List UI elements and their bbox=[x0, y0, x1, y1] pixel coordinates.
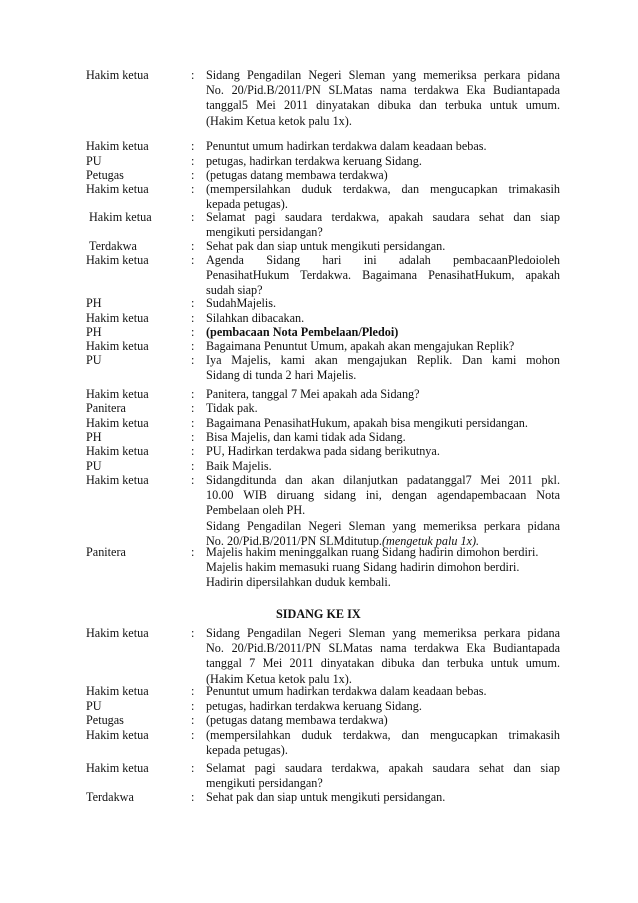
separator-colon: : bbox=[191, 68, 195, 82]
separator-colon: : bbox=[191, 401, 195, 415]
dialogue-text bbox=[206, 154, 560, 169]
dialogue-text bbox=[206, 699, 560, 714]
text-line: (Hakim Ketua ketok palu 1x). bbox=[206, 113, 352, 128]
text-line: Sidang Pengadilan Negeri Sleman yang memeriksa perkara pidana bbox=[206, 518, 560, 533]
separator-colon: : bbox=[191, 182, 195, 196]
text-line: kepada petugas). bbox=[206, 197, 288, 212]
separator-colon: : bbox=[191, 684, 195, 698]
text-line: Penuntut umum hadirkan terdakwa dalam keadaan bebas. bbox=[206, 684, 487, 698]
text-line: (petugas datang membawa terdakwa) bbox=[206, 168, 388, 182]
speaker-label: PU bbox=[86, 699, 102, 713]
speaker-label: Hakim ketua bbox=[86, 139, 149, 153]
speaker-label: PH bbox=[86, 430, 102, 444]
italic-note: (mengetuk palu 1x). bbox=[381, 533, 480, 548]
text-line: (mempersilahkan duduk terdakwa, dan mengucapkan trimakasih bbox=[206, 182, 560, 196]
text-line: Sidangditunda dan akan dilanjutkan padatanggal7 Mei 2011 pkl. bbox=[206, 473, 560, 487]
text-line: Selamat pagi saudara terdakwa, apakah saudara sehat dan siap bbox=[206, 210, 560, 224]
section-title: SIDANG KE IX bbox=[276, 607, 361, 621]
dialogue-text bbox=[206, 296, 560, 311]
separator-colon: : bbox=[191, 339, 195, 353]
dialogue-text bbox=[206, 68, 560, 129]
separator-colon: : bbox=[191, 473, 195, 487]
dialogue-text bbox=[206, 353, 560, 383]
speaker-label: Hakim ketua bbox=[86, 387, 149, 401]
dialogue-text bbox=[206, 761, 560, 791]
dialogue-text bbox=[206, 728, 560, 758]
text-line: Penuntut umum hadirkan terdakwa dalam keadaan bebas. bbox=[206, 139, 487, 153]
speaker-label: Hakim ketua bbox=[86, 444, 149, 458]
text-line: Bagaimana Penuntut Umum, apakah akan mengajukan Replik? bbox=[206, 339, 515, 353]
text-line: Bagaimana PenasihatHukum, apakah bisa mengikuti persidangan. bbox=[206, 416, 528, 430]
text-line: (mempersilahkan duduk terdakwa, dan mengucapkan trimakasih bbox=[206, 728, 560, 742]
text-line: (petugas datang membawa terdakwa) bbox=[206, 713, 388, 727]
separator-colon: : bbox=[191, 168, 195, 182]
dialogue-text bbox=[206, 168, 560, 183]
text-fragment: No. 20/Pid.B/2011/PN SLMditutup. bbox=[206, 533, 382, 548]
dialogue-text bbox=[206, 626, 560, 687]
separator-colon: : bbox=[191, 545, 195, 559]
dialogue-text bbox=[206, 473, 560, 549]
text-line: petugas, hadirkan terdakwa keruang Sidang. bbox=[206, 154, 422, 168]
separator-colon: : bbox=[191, 761, 195, 775]
speaker-label: Hakim ketua bbox=[89, 210, 152, 224]
text-line: mengikuti persidangan? bbox=[206, 225, 323, 240]
speaker-label: Hakim ketua bbox=[86, 684, 149, 698]
separator-colon: : bbox=[191, 699, 195, 713]
separator-colon: : bbox=[191, 713, 195, 727]
separator-colon: : bbox=[191, 311, 195, 325]
text-line: Bisa Majelis, dan kami tidak ada Sidang. bbox=[206, 430, 406, 444]
text-line: Majelis hakim meninggalkan ruang Sidang hadirin dimohon berdiri. bbox=[206, 545, 539, 559]
text-line: Majelis hakim memasuki ruang Sidang hadirin dimohon berdiri. bbox=[206, 560, 520, 575]
speaker-label: Hakim ketua bbox=[86, 728, 149, 742]
separator-colon: : bbox=[191, 459, 195, 473]
speaker-label: Terdakwa bbox=[86, 790, 134, 804]
speaker-label: Hakim ketua bbox=[86, 473, 149, 487]
text-line: Tidak pak. bbox=[206, 401, 258, 415]
dialogue-text bbox=[206, 684, 560, 699]
speaker-label: Hakim ketua bbox=[86, 182, 149, 196]
dialogue-text bbox=[206, 311, 560, 326]
speaker-label: Terdakwa bbox=[89, 239, 137, 253]
text-line: (pembacaan Nota Pembelaan/Pledoi) bbox=[206, 325, 399, 339]
text-line: petugas, hadirkan terdakwa keruang Sidang. bbox=[206, 699, 422, 713]
speaker-label: Hakim ketua bbox=[86, 311, 149, 325]
text-line: Sehat pak dan siap untuk mengikuti persidangan. bbox=[206, 790, 446, 804]
dialogue-text bbox=[206, 713, 560, 728]
text-line: 10.00 WIB diruang sidang ini, dengan agendapembacaan Nota bbox=[206, 488, 560, 503]
separator-colon: : bbox=[191, 239, 195, 253]
dialogue-text bbox=[206, 139, 560, 154]
speaker-label: PH bbox=[86, 296, 102, 310]
dialogue-text bbox=[206, 790, 560, 805]
text-line: sudah siap? bbox=[206, 283, 263, 298]
dialogue-text bbox=[206, 459, 560, 474]
text-line: (Hakim Ketua ketok palu 1x). bbox=[206, 671, 352, 686]
separator-colon: : bbox=[191, 626, 195, 640]
separator-colon: : bbox=[191, 444, 195, 458]
text-line: Sehat pak dan siap untuk mengikuti persidangan. bbox=[206, 239, 446, 253]
text-line: Silahkan dibacakan. bbox=[206, 311, 305, 325]
text-line: Pembelaan oleh PH. bbox=[206, 503, 306, 518]
speaker-label: PU bbox=[86, 459, 102, 473]
text-line: PenasihatHukum Terdakwa. Bagaimana PenasihatHukum, apakah bbox=[206, 268, 560, 283]
speaker-label: Hakim ketua bbox=[86, 761, 149, 775]
separator-colon: : bbox=[191, 728, 195, 742]
speaker-label: Hakim ketua bbox=[86, 68, 149, 82]
speaker-label: Hakim ketua bbox=[86, 416, 149, 430]
text-line: Hadirin dipersilahkan duduk kembali. bbox=[206, 575, 391, 590]
text-line: No. 20/Pid.B/2011/PN SLMatas nama terdakwa Eka Budiantapada bbox=[206, 641, 560, 656]
text-line: kepada petugas). bbox=[206, 743, 288, 758]
text-line: Baik Majelis. bbox=[206, 459, 272, 473]
speaker-label: PH bbox=[86, 325, 102, 339]
text-line: SudahMajelis. bbox=[206, 296, 277, 310]
dialogue-text bbox=[206, 416, 560, 431]
speaker-label: Hakim ketua bbox=[86, 626, 149, 640]
text-line: Agenda Sidang hari ini adalah pembacaanPledoioleh bbox=[206, 253, 560, 267]
text-line: mengikuti persidangan? bbox=[206, 776, 323, 791]
text-line: Sidang Pengadilan Negeri Sleman yang memeriksa perkara pidana bbox=[206, 68, 560, 82]
text-line: tanggal5 Mei 2011 dinyatakan dibuka dan terbuka untuk umum. bbox=[206, 98, 560, 113]
dialogue-text bbox=[206, 401, 560, 416]
dialogue-text bbox=[206, 325, 560, 340]
separator-colon: : bbox=[191, 210, 195, 224]
dialogue-text bbox=[206, 339, 560, 354]
text-line: Sidang Pengadilan Negeri Sleman yang memeriksa perkara pidana bbox=[206, 626, 560, 640]
separator-colon: : bbox=[191, 253, 195, 267]
separator-colon: : bbox=[191, 296, 195, 310]
speaker-label: Panitera bbox=[86, 401, 126, 415]
separator-colon: : bbox=[191, 387, 195, 401]
speaker-label: Hakim ketua bbox=[86, 253, 149, 267]
dialogue-text bbox=[206, 430, 560, 445]
speaker-label: PU bbox=[86, 154, 102, 168]
dialogue-text bbox=[206, 444, 560, 459]
separator-colon: : bbox=[191, 416, 195, 430]
dialogue-text bbox=[206, 387, 560, 402]
separator-colon: : bbox=[191, 790, 195, 804]
text-line: Sidang di tunda 2 hari Majelis. bbox=[206, 368, 357, 383]
text-line: PU, Hadirkan terdakwa pada sidang berikutnya. bbox=[206, 444, 440, 458]
separator-colon: : bbox=[191, 139, 195, 153]
separator-colon: : bbox=[191, 325, 195, 339]
speaker-label: Petugas bbox=[86, 168, 124, 182]
speaker-label: Hakim ketua bbox=[86, 339, 149, 353]
text-line: Iya Majelis, kami akan mengajukan Replik. Dan kami mohon bbox=[206, 353, 560, 367]
separator-colon: : bbox=[191, 430, 195, 444]
dialogue-text bbox=[206, 182, 560, 212]
dialogue-text bbox=[206, 210, 560, 240]
text-line: Panitera, tanggal 7 Mei apakah ada Sidang? bbox=[206, 387, 420, 401]
text-line: tanggal 7 Mei 2011 dinyatakan dibuka dan terbuka untuk umum. bbox=[206, 656, 560, 671]
speaker-label: Petugas bbox=[86, 713, 124, 727]
dialogue-text bbox=[206, 239, 560, 254]
speaker-label: Panitera bbox=[86, 545, 126, 559]
dialogue-text bbox=[206, 545, 560, 591]
separator-colon: : bbox=[191, 154, 195, 168]
text-line: Selamat pagi saudara terdakwa, apakah saudara sehat dan siap bbox=[206, 761, 560, 775]
separator-colon: : bbox=[191, 353, 195, 367]
dialogue-text bbox=[206, 253, 560, 299]
speaker-label: PU bbox=[86, 353, 102, 367]
text-line: No. 20/Pid.B/2011/PN SLMatas nama terdakwa Eka Budiantapada bbox=[206, 83, 560, 98]
